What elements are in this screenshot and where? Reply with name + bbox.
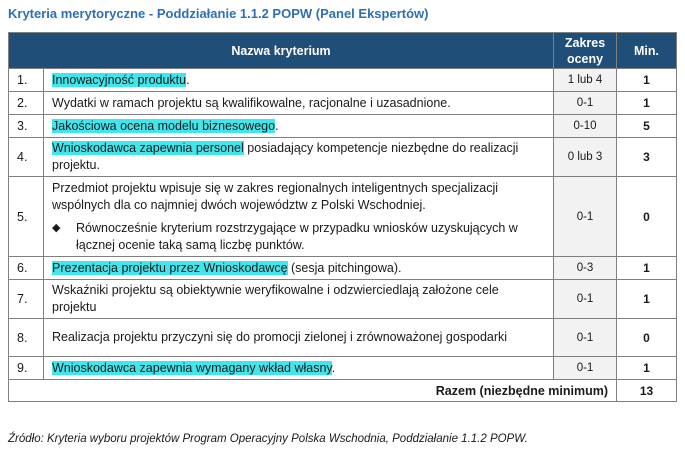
criterion-text — [44, 69, 554, 92]
table-row — [9, 138, 677, 177]
criterion-text — [44, 280, 554, 319]
criterion-text — [44, 257, 554, 280]
min-value: 5 — [617, 115, 677, 138]
table-row — [9, 280, 677, 319]
total-label: Razem (niezbędne minimum) — [9, 380, 617, 402]
header-range-line2: oceny — [566, 51, 604, 66]
min-value: 1 — [617, 69, 677, 92]
criterion-description: Wskaźniki projektu są obiektywnie weryfikowalne i odzwierciedlają założone cele projektu — [52, 283, 499, 314]
total-row — [9, 380, 677, 402]
criterion-text — [44, 138, 554, 177]
range-value: 1 lub 4 — [554, 69, 617, 92]
criteria-table — [8, 32, 677, 402]
row-number: 2. — [9, 92, 44, 115]
row-number: 6. — [9, 257, 44, 280]
row-number: 3. — [9, 115, 44, 138]
criterion-highlight: Prezentacja projektu przez Wnioskodawcę — [52, 260, 288, 275]
row-number: 8. — [9, 319, 44, 357]
min-value: 1 — [617, 280, 677, 319]
row-number: 5. — [9, 177, 44, 257]
criterion-text — [44, 357, 554, 380]
range-value: 0-3 — [554, 257, 617, 280]
criterion-description: . — [275, 118, 279, 133]
min-value: 0 — [617, 319, 677, 357]
row-number: 1. — [9, 69, 44, 92]
criterion-text — [44, 177, 554, 257]
min-value: 0 — [617, 177, 677, 257]
total-value: 13 — [617, 380, 677, 402]
min-value: 1 — [617, 257, 677, 280]
table-row — [9, 177, 677, 257]
header-criterion-name: Nazwa kryterium — [9, 33, 554, 69]
source-footnote: Źródło: Kryteria wyboru projektów Program Operacyjny Polska Wschodnia, Poddziałanie 1.1.2 POPW. — [8, 433, 528, 445]
row-number: 4. — [9, 138, 44, 177]
criterion-highlight: Wnioskodawca zapewnia personel — [52, 141, 244, 155]
row-number: 7. — [9, 280, 44, 319]
min-value: 1 — [617, 92, 677, 115]
table-row — [9, 257, 677, 280]
header-range — [554, 33, 617, 69]
criterion-description: . — [331, 360, 336, 375]
table-row — [9, 92, 677, 115]
range-value: 0-1 — [554, 357, 617, 380]
criterion-subnote — [52, 220, 545, 254]
table-row — [9, 357, 677, 380]
header-min: Min. — [617, 33, 677, 69]
range-value: 0 lub 3 — [554, 138, 617, 177]
header-range-line1: Zakres — [564, 35, 606, 50]
criterion-description: Wydatki w ramach projektu są kwalifikowalne, racjonalne i uzasadnione. — [52, 95, 451, 110]
range-value: 0-1 — [554, 280, 617, 319]
criterion-text — [44, 115, 554, 138]
criterion-description: . — [186, 72, 190, 87]
criterion-highlight: Jakościowa ocena modelu biznesowego — [52, 118, 276, 133]
diamond-bullet-icon: ◆ — [52, 221, 61, 234]
criterion-description: posiadający kompetencje niezbędne do realizacji projektu. — [52, 141, 519, 172]
document-title: Kryteria merytoryczne - Poddziałanie 1.1.2 POPW (Panel Ekspertów) — [8, 6, 429, 21]
table-row — [9, 319, 677, 357]
criterion-highlight: Wnioskodawca zapewnia wymagany wkład własny — [52, 360, 332, 375]
subnote-text: Równocześnie kryterium rozstrzygające w przypadku wniosków uzyskujących w łącznej ocenie taką samą liczbę punktów. — [76, 220, 518, 252]
table-header-row — [9, 33, 677, 69]
criterion-description: Przedmiot projektu wpisuje się w zakres regionalnych inteligentnych specjalizacji wspólnych dla co najmniej dwóch województw z Polski Wschodniej. — [52, 180, 499, 212]
table-row — [9, 115, 677, 138]
min-value: 3 — [617, 138, 677, 177]
row-number: 9. — [9, 357, 44, 380]
min-value: 1 — [617, 357, 677, 380]
criterion-text — [44, 319, 554, 357]
range-value: 0-1 — [554, 319, 617, 357]
range-value: 0-10 — [554, 115, 617, 138]
criterion-description: Realizacja projektu przyczyni się do promocji zielonej i zrównoważonej gospodarki — [52, 330, 508, 344]
criterion-highlight: Innowacyjność produktu — [52, 72, 187, 87]
criterion-description: (sesja pitchingowa). — [287, 260, 402, 275]
table-row — [9, 69, 677, 92]
range-value: 0-1 — [554, 177, 617, 257]
range-value: 0-1 — [554, 92, 617, 115]
criterion-text — [44, 92, 554, 115]
